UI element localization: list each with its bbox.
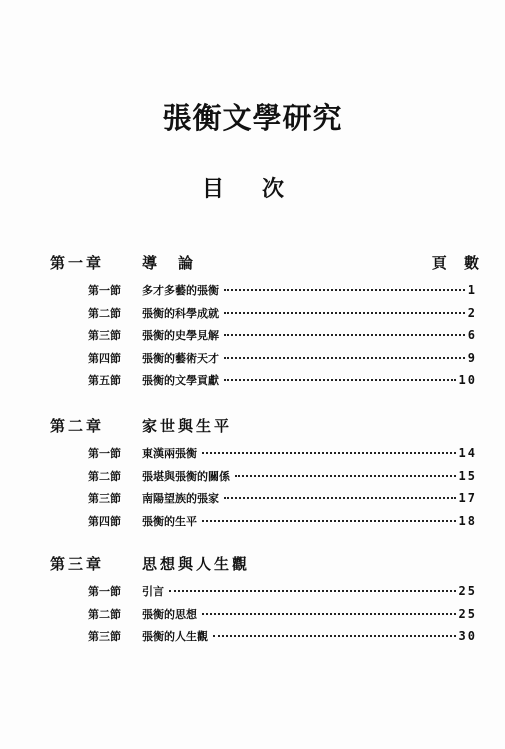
chapter-title: 思想與人生觀	[142, 555, 251, 573]
dot-leader	[202, 452, 456, 454]
section-title: 東漢兩張衡	[142, 447, 197, 460]
chapter-title: 導 論	[142, 254, 197, 272]
chapter-3	[0, 549, 505, 647]
section-number: 第五節	[88, 374, 121, 387]
dot-leader	[224, 334, 465, 336]
chapter-heading	[0, 248, 505, 278]
section-page-number: 30	[458, 629, 477, 643]
section-title: 引言	[142, 585, 164, 598]
toc-entry[interactable]	[0, 441, 505, 464]
toc-entry[interactable]	[0, 624, 505, 647]
chapter-2	[0, 411, 505, 531]
toc-entry[interactable]	[0, 368, 505, 391]
section-page-number: 1	[467, 283, 477, 297]
chapter-number: 第二章	[50, 417, 105, 435]
chapter-heading	[0, 549, 505, 579]
section-page-number: 25	[458, 606, 477, 621]
section-title: 張衡的人生觀	[142, 630, 208, 643]
dot-leader	[224, 312, 465, 314]
section-page-number: 15	[458, 468, 477, 483]
section-number: 第四節	[88, 514, 121, 528]
section-page-number: 18	[458, 513, 477, 528]
section-title: 南陽望族的張家	[142, 492, 219, 505]
section-page-number: 17	[458, 491, 477, 505]
section-page-number: 9	[467, 350, 477, 365]
section-number: 第二節	[88, 469, 121, 483]
dot-leader	[224, 357, 465, 359]
section-title: 張衡的藝術天才	[142, 351, 219, 365]
section-number: 第一節	[88, 284, 121, 297]
chapter-number: 第三章	[50, 555, 105, 573]
page-number-column-label: 頁 數	[431, 254, 479, 272]
chapter-1	[0, 248, 505, 391]
section-page-number: 14	[458, 446, 477, 460]
section-title: 張衡的史學見解	[142, 329, 219, 342]
toc-entry[interactable]	[0, 346, 505, 369]
dot-leader	[202, 613, 456, 615]
toc-entry[interactable]	[0, 579, 505, 602]
section-page-number: 10	[458, 373, 477, 387]
section-number: 第三節	[88, 630, 121, 643]
toc-heading	[0, 172, 505, 202]
chapter-number: 第一章	[50, 254, 105, 272]
toc-entry[interactable]	[0, 486, 505, 509]
toc-heading-char-2: 次	[262, 177, 285, 202]
toc-entry[interactable]	[0, 464, 505, 487]
section-number: 第一節	[88, 447, 121, 460]
toc-entry[interactable]	[0, 278, 505, 301]
section-number: 第三節	[88, 329, 121, 342]
section-title: 張衡的思想	[142, 607, 197, 621]
dot-leader	[213, 635, 456, 637]
section-number: 第二節	[88, 607, 121, 621]
section-number: 第三節	[88, 492, 121, 505]
dot-leader	[224, 379, 456, 381]
dot-leader	[224, 497, 456, 499]
section-page-number: 25	[458, 584, 477, 598]
dot-leader	[169, 590, 456, 592]
section-title: 多才多藝的張衡	[142, 284, 219, 297]
section-number: 第四節	[88, 351, 121, 365]
dot-leader	[202, 520, 456, 522]
toc-entry[interactable]	[0, 602, 505, 625]
section-page-number: 2	[467, 305, 477, 320]
section-number: 第二節	[88, 306, 121, 320]
section-title: 張衡的生平	[142, 514, 197, 528]
section-title: 張衡的科學成就	[142, 306, 219, 320]
chapter-title: 家世與生平	[142, 417, 233, 435]
toc-heading-char-1: 目	[202, 177, 225, 202]
toc-entry[interactable]	[0, 301, 505, 324]
book-title: 張衡文學研究	[162, 101, 343, 135]
section-title: 張衡的文學貢獻	[142, 374, 219, 387]
dot-leader	[235, 475, 456, 477]
dot-leader	[224, 289, 465, 291]
section-page-number: 6	[467, 328, 477, 342]
toc-entry[interactable]	[0, 509, 505, 532]
section-title: 張堪與張衡的關係	[142, 469, 230, 483]
chapter-heading	[0, 411, 505, 441]
toc-entry[interactable]	[0, 323, 505, 346]
section-number: 第一節	[88, 585, 121, 598]
